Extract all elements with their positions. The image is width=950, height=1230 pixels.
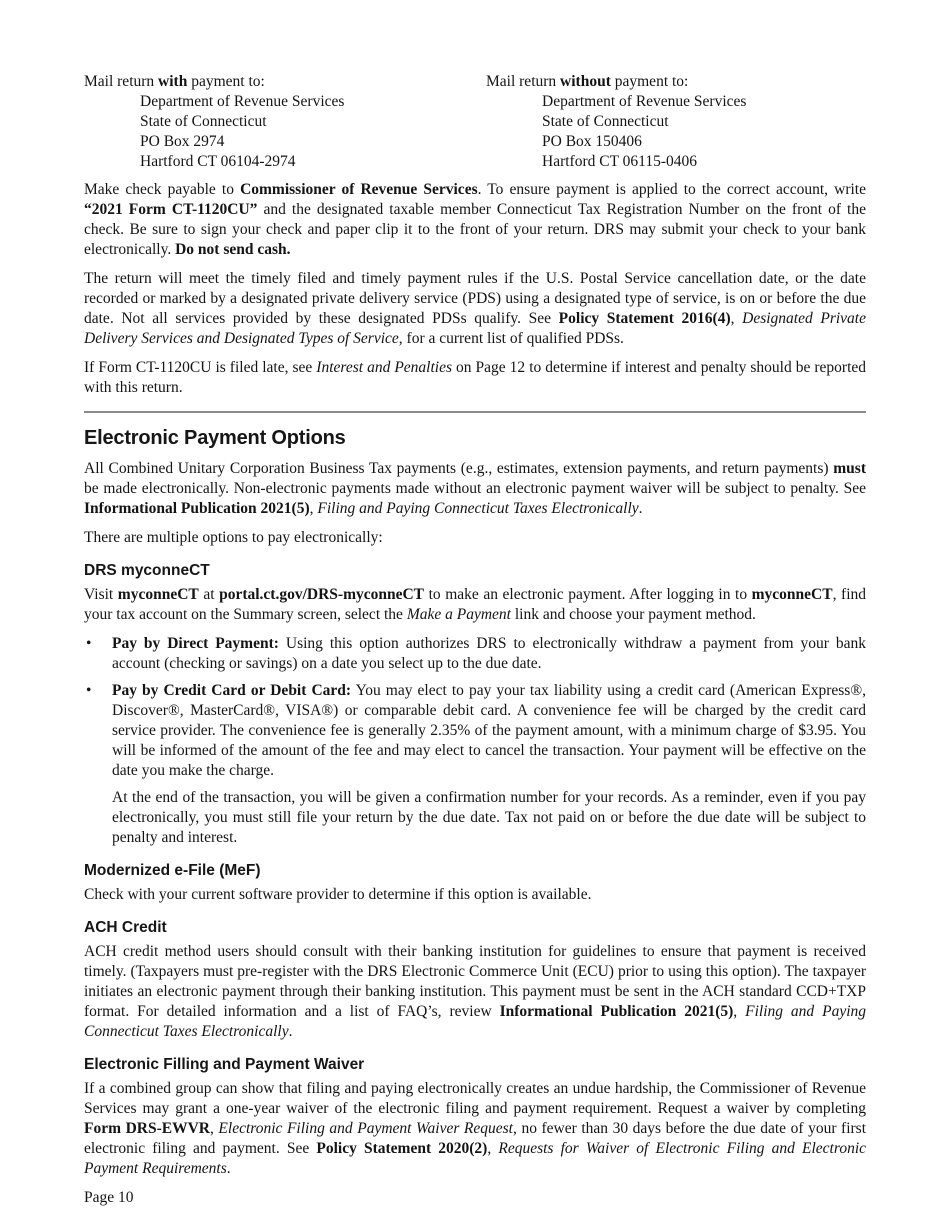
para-confirmation-number: At the end of the transaction, you will be given a confirmation number for your records. As a reminder, even if you pay electronically, you must still file your return by the due date. Tax not paid on or before the due date will be subject to penalty and interest. <box>112 789 866 846</box>
mail-without-heading: Mail return without payment to: <box>486 73 689 90</box>
mail-without-payment-block <box>486 72 866 172</box>
address-line: Hartford CT 06104-2974 <box>140 153 296 170</box>
mail-with-payment-block <box>84 72 486 172</box>
bold-text: portal.ct.gov/DRS-myconneCT <box>219 586 425 603</box>
bullet-text: Pay by Credit Card or Debit Card: You may elect to pay your tax liability using a credit card (American Express®, Discover®, MasterCard®, VISA®) or comparable debit card. A convenience fee will be charged by the credit card service provider. The convenience fee is generally 2.35% of the payment amount, with a minimum charge of $3.95. You will be informed of the amount of the fee and may elect to cancel the transaction. Your payment will be effective on the date you make the charge. <box>112 682 866 779</box>
address-line: Department of Revenue Services <box>140 93 345 110</box>
italic-text: Interest and Penalties <box>316 359 453 376</box>
italic-text: Requests for Waiver of Electronic Filing and Electronic Payment Requirements <box>84 1140 867 1177</box>
bold-text: Policy Statement 2020(2) <box>316 1140 488 1157</box>
para-make-check-payable: Make check payable to Commissioner of Revenue Services. To ensure payment is applied to the correct account, write “2021 Form CT-1120CU” and the designated taxable member Connecticut Tax Registration Number on the front of the check. Be sure to sign your check and paper clip it to the front of your return. DRS may submit your check to your bank electronically. Do not send cash. <box>84 181 866 258</box>
bold-text: Do not send cash. <box>175 241 291 258</box>
bold-text: without <box>560 73 611 90</box>
address-line: State of Connecticut <box>140 113 267 130</box>
para-software-provider: Check with your current software provider to determine if this option is available. <box>84 886 592 903</box>
para-waiver-request: If a combined group can show that filing and paying electronically creates an undue hardship, the Commissioner of Revenue Services may grant a one-year waiver of the electronic filing and payment requirement. Request a waiver by completing Form DRS-EWVR, Electronic Filing and Payment Waiver Request, no fewer than 30 days before the due date of your first electronic filing and payment. See Policy Statement 2020(2), Requests for Waiver of Electronic Filing and Electronic Payment Requirements. <box>84 1080 867 1177</box>
mail-with-address <box>140 92 486 172</box>
bold-text: Pay by Direct Payment: <box>112 635 279 652</box>
bold-text: “2021 Form CT-1120CU” <box>84 201 258 218</box>
italic-text: Filing and Paying Connecticut Taxes Electronically <box>317 500 639 517</box>
document-body <box>84 180 866 1179</box>
heading-electronic-filing-waiver: Electronic Filling and Payment Waiver <box>84 1056 365 1073</box>
address-line: Department of Revenue Services <box>542 93 747 110</box>
bold-text: myconneCT <box>117 586 199 603</box>
bold-text: must <box>833 460 866 477</box>
mail-with-heading: Mail return with payment to: <box>84 73 265 90</box>
italic-text: Make a Payment <box>406 606 511 623</box>
bold-text: Commissioner of Revenue Services <box>240 181 478 198</box>
heading-ach-credit: ACH Credit <box>84 919 167 936</box>
bold-text: Informational Publication 2021(5) <box>84 500 310 517</box>
address-line: Hartford CT 06115-0406 <box>542 153 697 170</box>
bold-text: Policy Statement 2016(4) <box>558 310 731 327</box>
bold-text: with <box>158 73 188 90</box>
bold-text: myconneCT <box>751 586 833 603</box>
address-line: PO Box 150406 <box>542 133 642 150</box>
para-multiple-options: There are multiple options to pay electronically: <box>84 529 383 546</box>
bullet-text: Pay by Direct Payment: Using this option authorizes DRS to electronically withdraw a payment from your bank account (checking or savings) on a date you select up to the due date. <box>112 635 867 672</box>
heading-drs-myconnect: DRS myconneCT <box>84 562 210 579</box>
heading-modernized-efile: Modernized e-File (MeF) <box>84 862 261 879</box>
mail-without-address <box>542 92 866 172</box>
mail-instructions <box>84 72 866 172</box>
italic-text: Designated Private Delivery Services and Designated Types of Service <box>84 310 866 347</box>
address-line: State of Connecticut <box>542 113 669 130</box>
address-line: PO Box 2974 <box>140 133 225 150</box>
para-timely-filed-rules: The return will meet the timely filed and timely payment rules if the U.S. Postal Service cancellation date, or the date recorded or marked by a designated private delivery service (PDS) using a designated type of service, is on or before the due date. Not all services provided by these designated PDSs qualify. See Policy Statement 2016(4), Designated Private Delivery Services and Designated Types of Service, for a current list of qualified PDSs. <box>84 270 866 347</box>
bullet-pay-by-credit-card <box>84 681 866 781</box>
page-number: Page 10 <box>84 1189 134 1206</box>
bullet-pay-by-direct-payment <box>84 634 866 674</box>
heading-electronic-payment-options: Electronic Payment Options <box>84 427 346 449</box>
para-filed-late: If Form CT-1120CU is filed late, see Interest and Penalties on Page 12 to determine if interest and penalty should be reported with this return. <box>84 359 867 396</box>
bold-text: Form DRS-EWVR <box>84 1120 210 1137</box>
para-visit-myconnect: Visit myconneCT at portal.ct.gov/DRS-myconneCT to make an electronic payment. After logging in to myconneCT, find your tax account on the Summary screen, select the Make a Payment link and choose your payment method. <box>84 586 867 623</box>
bullet-icon: • <box>86 635 92 652</box>
section-divider <box>84 411 866 413</box>
bullet-icon: • <box>86 682 92 699</box>
italic-text: Electronic Filing and Payment Waiver Request <box>218 1120 513 1137</box>
para-ach-credit: ACH credit method users should consult with their banking institution for guidelines to ensure that payment is received timely. (Taxpayers must pre-register with the DRS Electronic Commerce Unit (ECU) prior to using this option). The taxpayer initiates an electronic payment through their banking institution. This payment must be sent in the ACH standard CCD+TXP format. For detailed information and a list of FAQ’s, review Informational Publication 2021(5), Filing and Paying Connecticut Taxes Electronically. <box>84 943 867 1040</box>
para-payments-must-be-electronic: All Combined Unitary Corporation Business Tax payments (e.g., estimates, extension payments, and return payments) must be made electronically. Non-electronic payments made without an electronic payment waiver will be subject to penalty. See Informational Publication 2021(5), Filing and Paying Connecticut Taxes Electronically. <box>84 460 866 517</box>
bold-text: Pay by Credit Card or Debit Card: <box>112 682 352 699</box>
italic-text: Filing and Paying Connecticut Taxes Electronically <box>84 1003 867 1040</box>
bold-text: Informational Publication 2021(5) <box>499 1003 734 1020</box>
